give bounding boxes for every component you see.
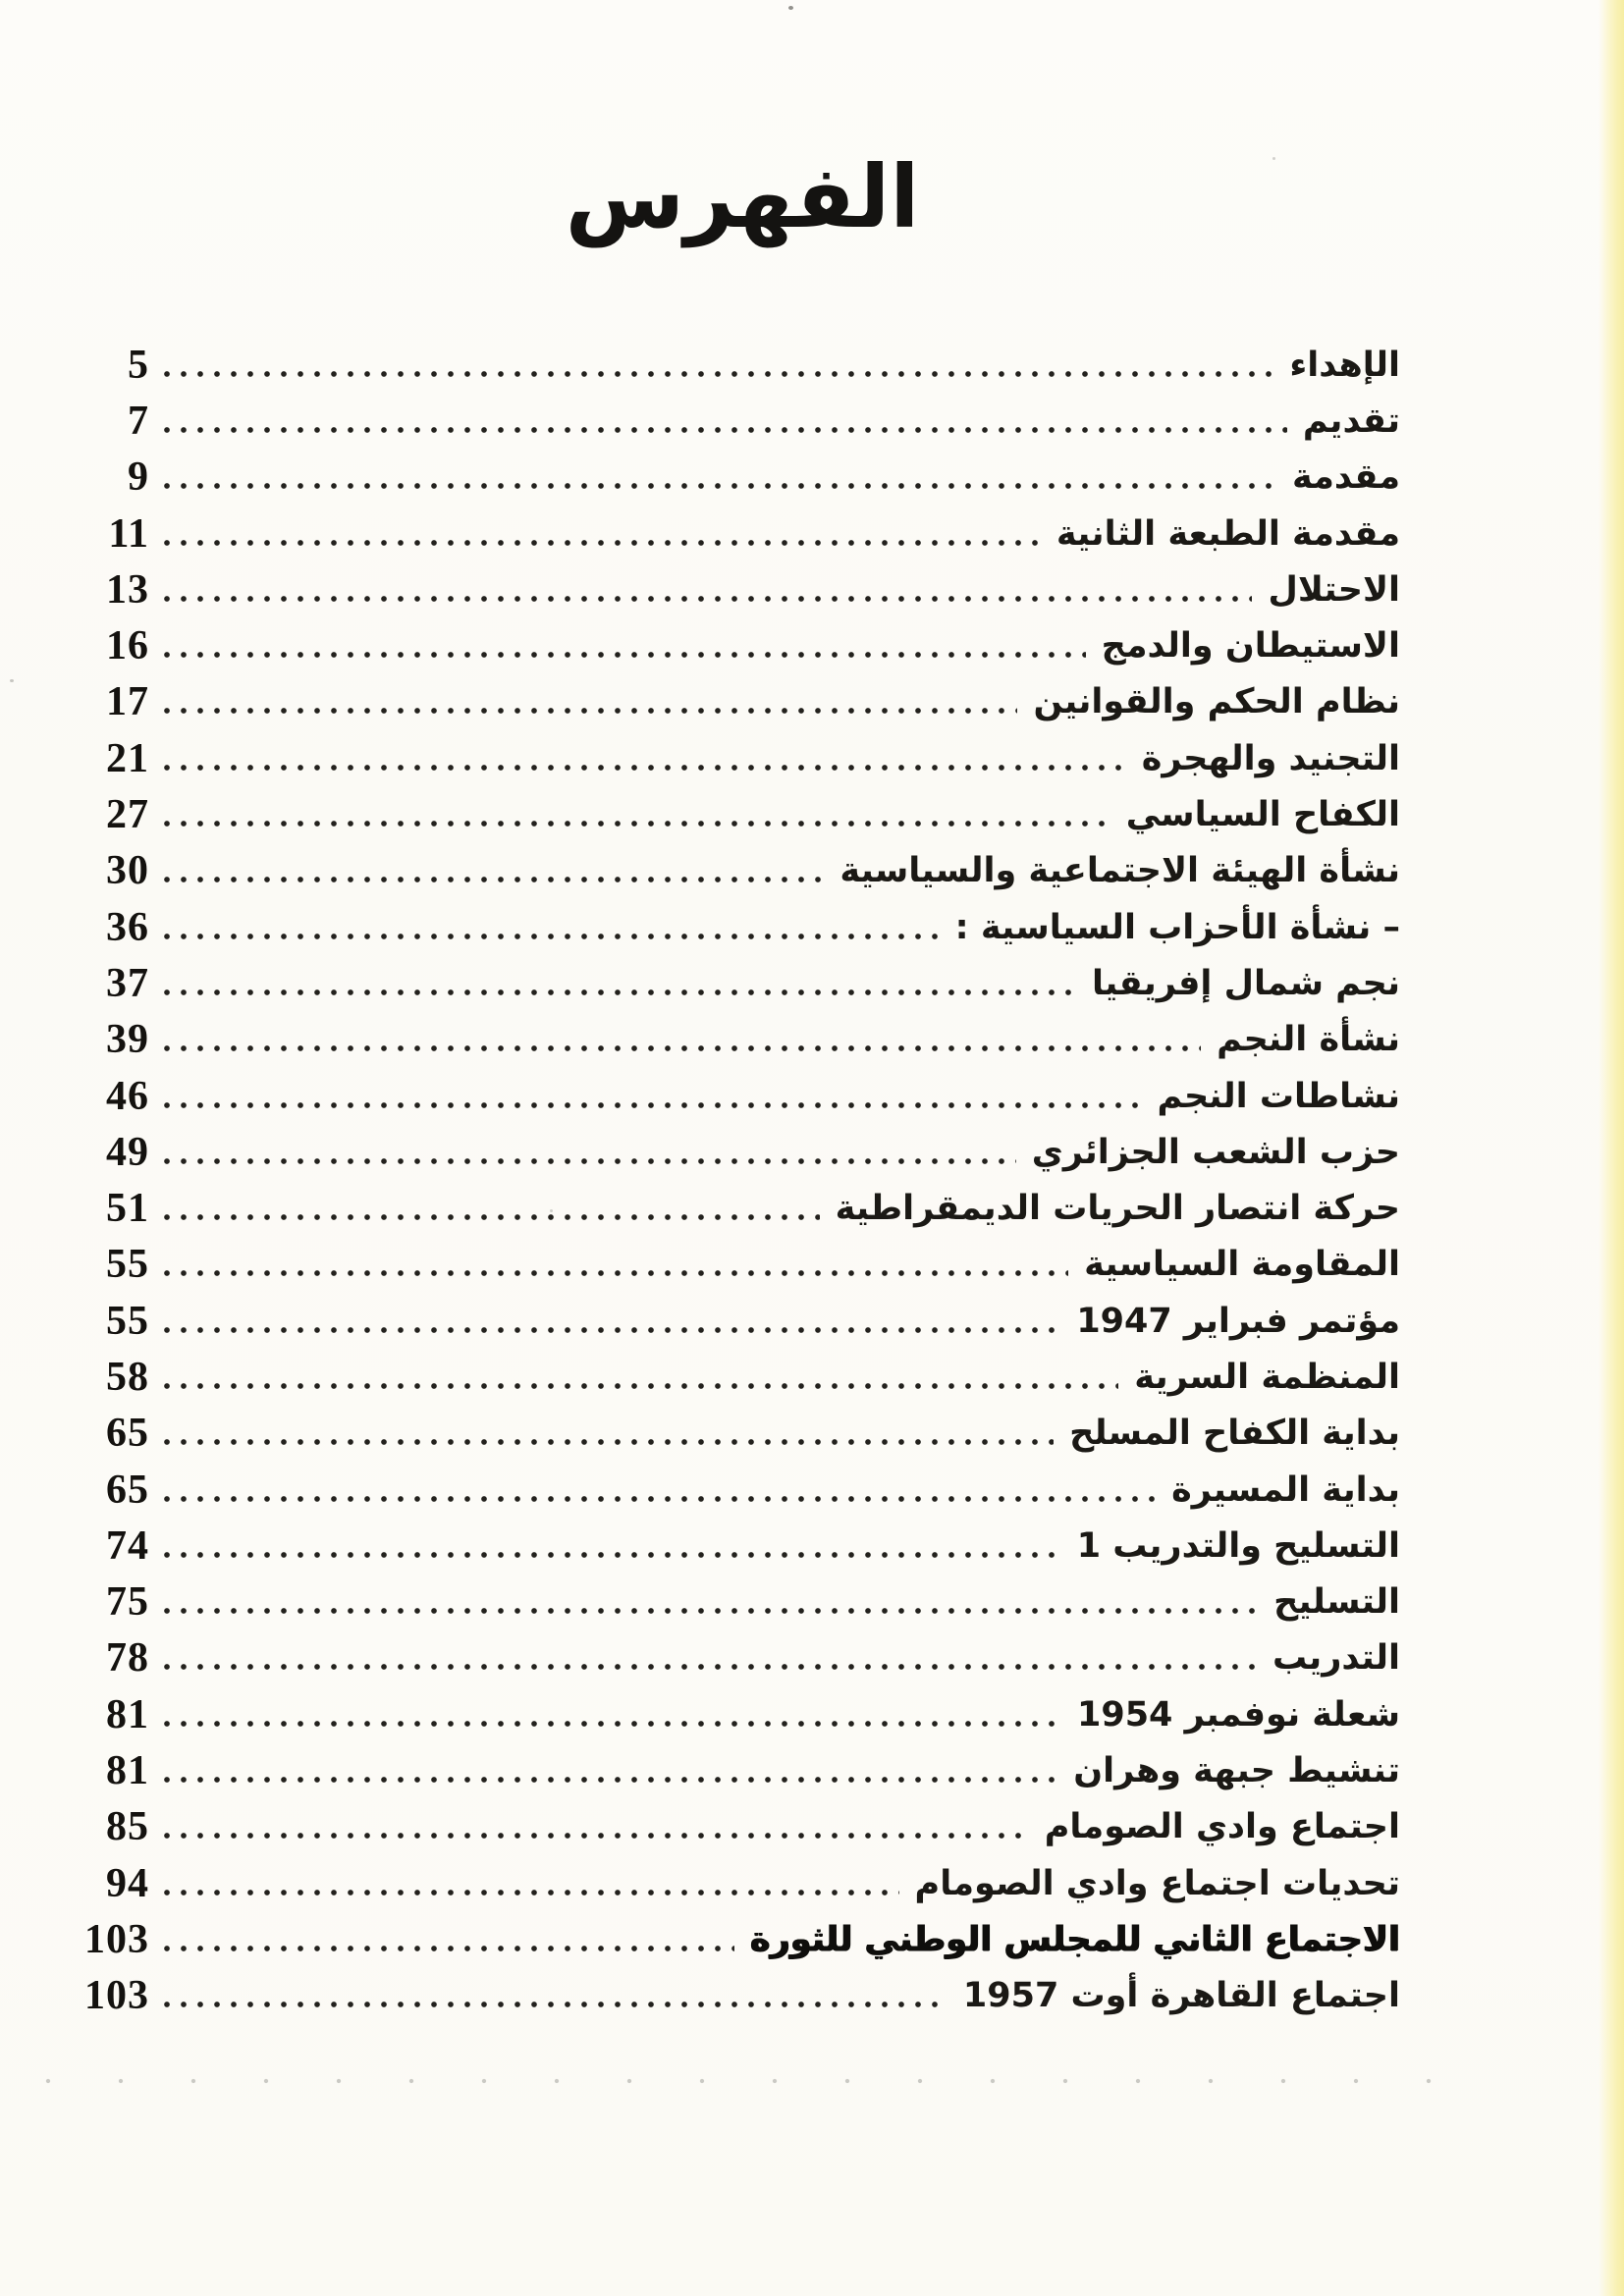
dot-leader [163, 2001, 947, 2008]
toc-entry [84, 393, 1400, 449]
dot-leader [163, 1438, 1054, 1446]
toc-entry-title: المنظمة السرية [1134, 1357, 1400, 1397]
toc-entry-page-number: 74 [106, 1522, 149, 1569]
dot-leader [163, 1776, 1057, 1784]
toc-entry [84, 506, 1400, 561]
toc-entry [84, 561, 1400, 617]
dot-leader [163, 1495, 1156, 1503]
dot-leader [163, 1945, 734, 1952]
toc-entry-title: مؤتمر فبراير 1947 [1076, 1301, 1400, 1341]
toc-entry-page-number: 55 [106, 1298, 149, 1344]
dot-leader [163, 595, 1252, 603]
toc-entry [84, 955, 1400, 1011]
toc-entry [84, 899, 1400, 955]
page-title: الفهرس [565, 146, 920, 247]
scan-speck [1272, 157, 1275, 160]
toc-entry [84, 1855, 1400, 1911]
toc-entry-title: التجنيد والهجرة [1141, 738, 1400, 778]
dot-leader [163, 876, 824, 883]
toc-entry-page-number: 27 [106, 792, 149, 838]
toc-entry-title: المقاومة السياسية [1084, 1245, 1400, 1285]
toc-entry [84, 1406, 1400, 1462]
toc-entry-page-number: 11 [108, 510, 149, 557]
scan-speck [788, 6, 793, 10]
dot-leader [163, 1889, 899, 1896]
toc-entry-page-number: 78 [106, 1635, 149, 1682]
toc-entry-page-number: 5 [128, 342, 149, 388]
toc-entry-title: اجتماع وادي الصومام [1044, 1807, 1400, 1847]
scan-bleed-through-dots [45, 2077, 1437, 2085]
toc-entry-page-number: 103 [84, 1916, 149, 1962]
toc-entry [84, 1911, 1400, 1967]
toc-entry-page-number: 36 [106, 904, 149, 950]
toc-entry [84, 674, 1400, 730]
dot-leader [163, 370, 1273, 378]
toc-entry-page-number: 37 [106, 960, 149, 1006]
toc-entry-page-number: 81 [106, 1691, 149, 1737]
toc-entry-page-number: 58 [106, 1354, 149, 1400]
toc-entry [84, 1686, 1400, 1742]
toc-entry-title: الاجتماع الثاني للمجلس الوطني للثورة [749, 1919, 1400, 1959]
toc-entry [84, 1518, 1400, 1574]
toc-entry-title: بداية المسيرة [1171, 1469, 1400, 1510]
toc-entry-page-number: 9 [128, 454, 149, 501]
toc-entry [84, 730, 1400, 786]
toc-entry [84, 1349, 1400, 1405]
toc-entry-page-number: 7 [128, 398, 149, 444]
toc-entry [84, 1462, 1400, 1518]
dot-leader [163, 539, 1041, 547]
toc-entry-page-number: 103 [84, 1973, 149, 2019]
dot-leader [163, 651, 1086, 659]
toc-entry [84, 1293, 1400, 1349]
toc-entry-page-number: 75 [106, 1579, 149, 1626]
dot-leader [163, 1157, 1016, 1165]
toc-entry [84, 1799, 1400, 1855]
dot-leader [163, 1663, 1257, 1671]
scan-speck [550, 1209, 553, 1212]
dot-leader [163, 1326, 1060, 1334]
toc-entry-page-number: 65 [106, 1467, 149, 1513]
toc-entry-title: التسليح والتدريب 1 [1076, 1525, 1400, 1566]
dot-leader [163, 482, 1276, 490]
dot-leader [163, 1607, 1258, 1615]
toc-entry-title: بداية الكفاح المسلح [1069, 1414, 1400, 1454]
toc-entry-title: حركة انتصار الحريات الديمقراطية [835, 1189, 1400, 1229]
toc-entry [84, 1742, 1400, 1798]
dot-leader [163, 1213, 820, 1221]
toc-entry [84, 1012, 1400, 1068]
toc-entry [84, 1968, 1400, 2024]
toc-entry-page-number: 17 [106, 679, 149, 725]
toc-entry-title: مقدمة الطبعة الثانية [1056, 513, 1400, 554]
toc-entry-title: الكفاح السياسي [1125, 795, 1400, 835]
scan-speck [10, 679, 14, 682]
toc-entry [84, 1068, 1400, 1124]
dot-leader [163, 820, 1110, 828]
toc-entry-page-number: 16 [106, 623, 149, 669]
toc-entry-title: نشاطات النجم [1157, 1076, 1400, 1116]
toc-entry [84, 1237, 1400, 1293]
dot-leader [163, 1832, 1029, 1840]
toc-entry-title: – نشأة الأحزاب السياسية : [954, 907, 1400, 947]
toc-entry-title: مقدمة [1292, 457, 1400, 498]
dot-leader [163, 707, 1017, 715]
toc-entry-title: نظام الحكم والقوانين [1033, 682, 1400, 722]
toc-entry-title: التدريب [1272, 1638, 1400, 1679]
toc-entry-page-number: 51 [106, 1186, 149, 1232]
toc-entry-page-number: 30 [106, 848, 149, 894]
toc-entry-page-number: 49 [106, 1129, 149, 1175]
toc-entry [84, 1180, 1400, 1236]
toc-entry-title: تحديات اجتماع وادي الصومام [914, 1863, 1400, 1903]
toc-entry-title: الاستيطان والدمج [1101, 626, 1400, 667]
dot-leader [163, 1044, 1201, 1052]
toc-entry [84, 843, 1400, 899]
toc-entry-page-number: 94 [106, 1860, 149, 1906]
dot-leader [163, 988, 1076, 996]
dot-leader [163, 1720, 1061, 1728]
toc-entry-title: شعلة نوفمبر 1954 [1076, 1694, 1400, 1735]
toc-entry-title: نشأة النجم [1217, 1020, 1400, 1060]
dot-leader [163, 426, 1287, 434]
toc-entry-page-number: 65 [106, 1411, 149, 1457]
toc-entry-page-number: 13 [106, 566, 149, 613]
toc-entry-page-number: 81 [106, 1748, 149, 1794]
toc-entry-page-number: 55 [106, 1242, 149, 1288]
dot-leader [163, 1101, 1142, 1109]
toc-entry-title: الإهداء [1289, 345, 1400, 385]
dot-leader [163, 764, 1126, 772]
toc-entry-page-number: 21 [106, 735, 149, 781]
toc-entry [84, 337, 1400, 393]
toc-entry-title: نشأة الهيئة الاجتماعية والسياسية [839, 851, 1400, 891]
toc-entry-page-number: 39 [106, 1017, 149, 1063]
toc-entry [84, 1124, 1400, 1180]
toc-entry [84, 1630, 1400, 1686]
toc-entry [84, 786, 1400, 842]
toc-entry-title: التسليح [1273, 1582, 1400, 1623]
dot-leader [163, 1269, 1068, 1277]
dot-leader [163, 933, 940, 940]
toc-entry-title: نجم شمال إفريقيا [1091, 963, 1400, 1003]
toc-entry [84, 617, 1400, 673]
toc-entry-page-number: 85 [106, 1804, 149, 1850]
toc-entry-title: تقديم [1302, 400, 1400, 441]
toc-entry-title: اجتماع القاهرة أوت 1957 [962, 1976, 1400, 2016]
toc-entry [84, 450, 1400, 506]
toc-entry-title: حزب الشعب الجزائري [1031, 1132, 1400, 1172]
dot-leader [163, 1551, 1061, 1559]
toc-entry-page-number: 46 [106, 1073, 149, 1119]
page-edge-yellow-strip [1598, 0, 1624, 2296]
toc-list [84, 337, 1400, 2024]
toc-entry-title: الاحتلال [1268, 569, 1400, 610]
toc-entry-title: تنشيط جبهة وهران [1073, 1751, 1400, 1791]
dot-leader [163, 1382, 1118, 1390]
toc-entry [84, 1575, 1400, 1630]
